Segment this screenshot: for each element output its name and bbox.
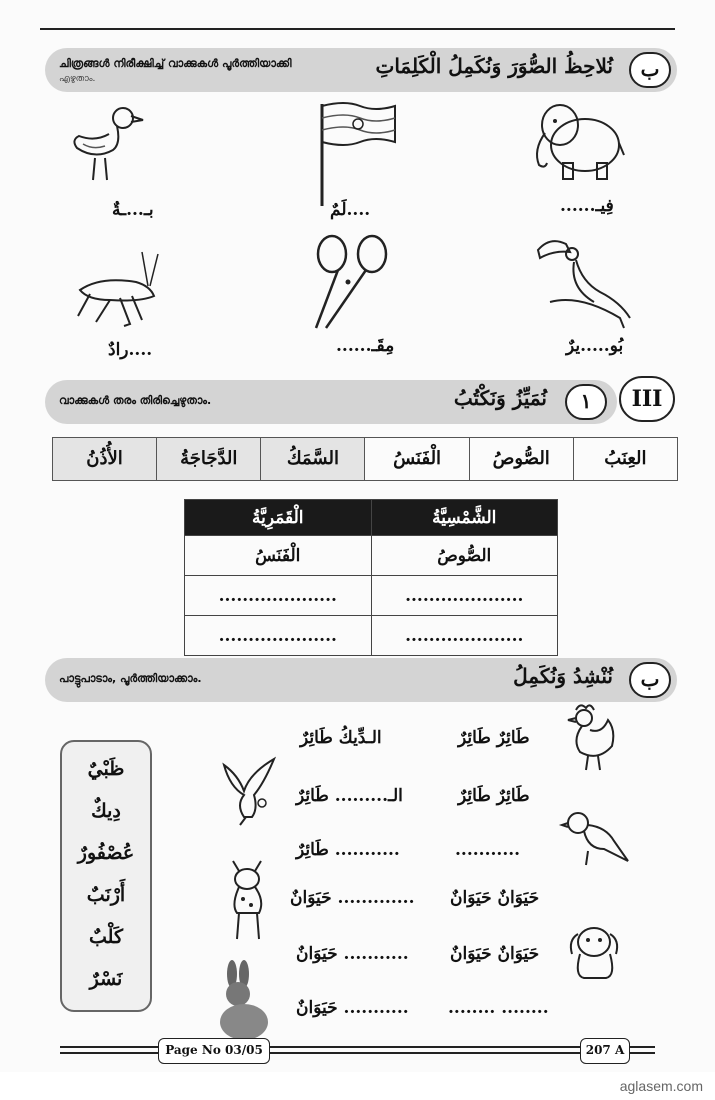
blank-flag: ....لَمٌ [330, 200, 371, 220]
flag-picture [310, 100, 400, 210]
classification-table [184, 499, 558, 656]
word-cell: السَّمَكُ [260, 438, 364, 480]
poem-line-right: ........ ........ [448, 998, 549, 1018]
scissors-picture [308, 232, 398, 332]
paper-code: 207 A [580, 1038, 630, 1064]
grasshopper-picture [70, 250, 165, 330]
deer-picture [215, 855, 275, 941]
section-number-roman: III [619, 376, 675, 422]
blank-grasshopper: ....رادٌ [108, 340, 153, 360]
sparrow-picture [558, 805, 630, 867]
poem-line-left: ........... حَيَوَانٌ [296, 998, 409, 1018]
hornbill-picture [530, 232, 640, 332]
section-header-classify [45, 380, 617, 424]
eagle-picture [218, 755, 278, 827]
word-cell: الأُذُنُ [53, 438, 156, 480]
footer-rule [60, 1052, 655, 1054]
poem-line-left: الـ......... طَائِرٌ [296, 786, 403, 806]
instruction-malayalam-2: എഴുതാം. [59, 74, 96, 84]
word-bank-item: دِيكٌ [91, 800, 121, 822]
section-badge: ب [629, 52, 671, 88]
watermark: aglasem.com [619, 1078, 703, 1094]
rooster-picture [558, 700, 620, 772]
word-list-row [52, 437, 678, 481]
table-cell: الصُّوصُ [371, 536, 558, 576]
poem-line-left: الـدِّيكُ طَائِرٌ [300, 728, 382, 748]
poem-line-right: ........... [455, 840, 521, 860]
word-bank-box [60, 740, 152, 1012]
instruction-malayalam: പാട്ടുപാടാം, പൂർത്തിയാക്കാം. [59, 672, 202, 685]
table-row [185, 616, 558, 656]
word-bank-item: أَرْنَبٌ [86, 884, 126, 906]
poem-line-left: ............. حَيَوَانٌ [290, 888, 415, 908]
poem-line-right: حَيَوَانٌ حَيَوَانٌ [450, 888, 540, 908]
word-cell: الْفَنَسُ [364, 438, 468, 480]
word-cell: الدَّجَاجَةُ [156, 438, 260, 480]
header-qamariyya: الْقَمَرِيَّةُ [185, 500, 372, 536]
table-cell: .................... [185, 616, 372, 656]
instruction-malayalam: ചിത്രങ്ങൾ നിരീക്ഷിച്ച് വാക്കുകൾ പൂർത്തിയാക്കി [59, 57, 292, 70]
word-bank-item: عُصْفُورٌ [77, 842, 135, 864]
top-rule [40, 28, 675, 30]
word-bank-item: نَسْرٌ [89, 968, 123, 990]
section-title-arabic: نُمَيِّزُ وَنَكْتُبُ [453, 386, 547, 410]
table-row [185, 576, 558, 616]
poem-line-right: حَيَوَانٌ حَيَوَانٌ [450, 944, 540, 964]
section-title-arabic: نُلاحِظُ الصُّوَرَ وَنُكَمِلُ الْكَلِمَاتِ [375, 54, 613, 78]
blank-duck: بـ...ـةٌ [112, 200, 154, 220]
duck-picture [65, 100, 145, 190]
poem-line-left: ........... حَيَوَانٌ [296, 944, 409, 964]
poem-line-right: طَائِرٌ طَائِرٌ [458, 786, 530, 806]
header-shamsiyya: الشَّمْسِيَّةُ [371, 500, 558, 536]
footer-rule [60, 1046, 655, 1048]
puppy-picture [560, 918, 628, 980]
table-row [185, 536, 558, 576]
word-bank-item: ظَبْيٌ [87, 758, 125, 780]
blank-elephant: فِيـ...... [560, 196, 614, 216]
section-header-observe [45, 48, 677, 92]
table-cell: .................... [371, 576, 558, 616]
word-bank-item: كَلْبٌ [89, 926, 123, 948]
section-title-arabic: نُنْشِدُ وَنُكَمِلُ [513, 664, 613, 688]
section-badge: ب [629, 662, 671, 698]
instruction-malayalam: വാക്കുകൾ തരം തിരിച്ചെഴുതാം. [59, 394, 212, 407]
blank-hornbill: بُو.....يرٌ [566, 336, 624, 356]
table-cell: الْفَنَسُ [185, 536, 372, 576]
section-header-song [45, 658, 677, 702]
elephant-picture [525, 95, 625, 185]
table-cell: .................... [185, 576, 372, 616]
table-cell: .................... [371, 616, 558, 656]
word-cell: العِنَبُ [573, 438, 677, 480]
word-cell: الصُّوصُ [469, 438, 573, 480]
section-badge: ١ [565, 384, 607, 420]
table-header-row [185, 500, 558, 536]
poem-line-left: ........... طَائِرٌ [296, 840, 400, 860]
poem-line-right: طَائِرٌ طَائِرٌ [458, 728, 530, 748]
page-number: Page No 03/05 [158, 1038, 270, 1064]
rabbit-picture [210, 960, 274, 1042]
blank-scissors: مِقَـ...... [336, 336, 395, 356]
